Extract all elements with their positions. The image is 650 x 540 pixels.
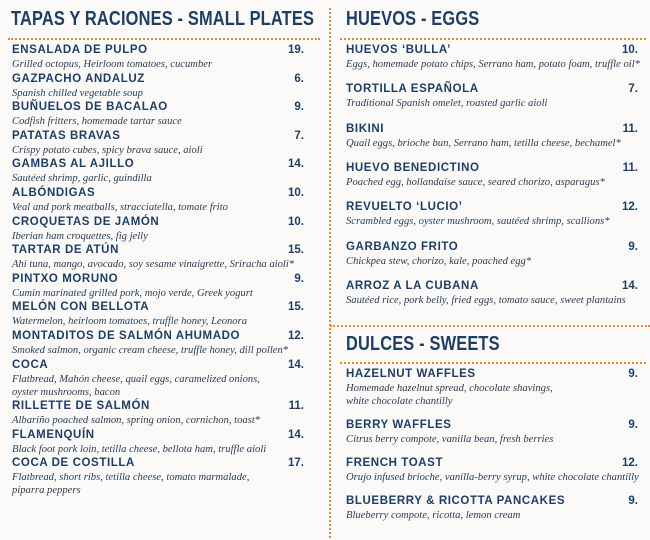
item-description: [346, 294, 626, 307]
item-description: [12, 373, 260, 399]
item-description: [12, 344, 288, 357]
item-price: 10.: [288, 215, 304, 228]
item-description: [12, 172, 152, 185]
item-name: GAZPACHO ANDALUZ: [12, 72, 145, 85]
description-line: Albariño poached salmon, spring onion, cornichon, toast*: [12, 415, 261, 427]
item-name: COCA DE COSTILLA: [12, 457, 135, 470]
item-price: 9.: [294, 272, 304, 285]
item-name: FLAMENQUÍN: [12, 428, 95, 441]
item-description: [346, 58, 640, 71]
description-line: Quail eggs, brioche bun, Serrano ham, tetilla cheese, bechamel*: [346, 137, 621, 149]
item-name: ARROZ A LA CUBANA: [346, 279, 479, 292]
section-divider-top: [330, 325, 650, 327]
description-line: Black foot pork loin, tetilla cheese, bellota ham, truffle aioli: [12, 443, 267, 455]
item-name: ALBÓNDIGAS: [12, 187, 96, 199]
huevos-title: HUEVOS - EGGS: [346, 8, 480, 30]
item-name: MONTADITOS DE SALMÓN AHUMADO: [12, 330, 241, 342]
item-price: 17.: [288, 457, 304, 470]
item-price: 11.: [288, 400, 304, 413]
description-line: Veal and pork meatballs, stracciatella, tomate frito: [12, 202, 228, 213]
item-description: [12, 471, 249, 497]
item-description: [12, 287, 253, 300]
item-name: FRENCH TOAST: [346, 457, 444, 469]
item-name: COCA: [12, 358, 49, 371]
item-name: PINTXO MORUNO: [12, 272, 119, 285]
description-line: Flatbread, Mahón cheese, quail eggs, caramelized onions,: [12, 373, 260, 385]
item-description: [12, 230, 148, 243]
description-line: Grilled octopus, Heirloom tomatoes, cucumber: [12, 59, 213, 70]
item-name: HUEVOS ‘BULLA’: [346, 44, 451, 56]
item-name: CROQUETAS DE JAMÓN: [12, 215, 160, 228]
item-description: [346, 255, 531, 268]
item-price: 10.: [288, 187, 304, 199]
item-description: [12, 144, 203, 157]
item-price: 9.: [628, 240, 638, 253]
item-description: [12, 414, 260, 427]
huevos-divider: [340, 38, 646, 40]
item-price: 14.: [288, 158, 304, 171]
item-description: [12, 87, 143, 100]
item-description: [346, 433, 553, 446]
item-description: [346, 509, 520, 522]
description-line: white chocolate chantilly: [346, 396, 453, 407]
item-name: GAMBAS AL AJILLO: [12, 158, 135, 171]
item-name: TORTILLA ESPAÑOLA: [346, 83, 479, 96]
item-description: [12, 315, 247, 328]
description-line: oyster mushrooms, bacon: [12, 386, 121, 398]
item-description: [12, 201, 228, 214]
item-name: ENSALADA DE PULPO: [12, 44, 148, 56]
item-price: 12.: [622, 457, 638, 469]
description-line: Scrambled eggs, oyster mushroom, sautéed shrimp, scallions*: [346, 216, 610, 228]
item-name: RILLETTE DE SALMÓN: [12, 400, 150, 413]
description-line: Poached egg, hollandaise sauce, seared chorizo, asparagus*: [346, 176, 605, 188]
description-line: Homemade hazelnut spread, chocolate shavings,: [346, 383, 553, 394]
item-name: HAZELNUT WAFFLES: [346, 368, 476, 380]
item-price: 11.: [622, 122, 638, 135]
item-description: [346, 97, 547, 110]
item-price: 7.: [628, 83, 638, 96]
item-name: MELÓN CON BELLOTA: [12, 301, 150, 314]
item-name: GARBANZO FRITO: [346, 240, 459, 253]
description-line: Orujo infused brioche, vanilla-berry syrup, white chocolate chantilly: [346, 472, 639, 483]
description-line: Spanish chilled vegetable soup: [12, 87, 143, 99]
dulces-title: DULCES - SWEETS: [346, 333, 500, 355]
description-line: Chickpea stew, chorizo, kale, poached egg*: [346, 255, 532, 267]
item-price: 10.: [622, 44, 638, 56]
tapas-title: TAPAS Y RACIONES - SMALL PLATES: [11, 8, 315, 30]
description-line: Traditional Spanish omelet, roasted garlic aioli: [346, 98, 548, 110]
item-description: [12, 115, 182, 128]
item-name: REVUELTO ‘LUCIO’: [346, 201, 463, 214]
description-line: Ahi tuna, mango, avocado, soy sesame vinaigrette, Sriracha aioli*: [12, 259, 295, 271]
item-price: 9.: [628, 495, 638, 507]
item-description: [346, 215, 610, 228]
description-line: Crispy potato cubes, spicy brava sauce, aioli: [12, 144, 203, 156]
item-description: [346, 176, 605, 189]
item-description: [12, 258, 294, 271]
description-line: Blueberry compote, ricotta, lemon cream: [346, 510, 521, 521]
item-description: [12, 443, 266, 456]
item-price: 11.: [622, 161, 638, 174]
description-line: Eggs, homemade potato chips, Serrano ham, potato foam, truffle oil*: [346, 59, 640, 70]
item-name: BUÑUELOS DE BACALAO: [12, 101, 168, 114]
description-line: piparra peppers: [12, 485, 81, 497]
item-price: 15.: [288, 244, 304, 257]
description-line: Smoked salmon, organic cream cheese, truffle honey, dill pollen*: [12, 345, 289, 356]
item-name: BERRY WAFFLES: [346, 419, 452, 431]
item-price: 19.: [288, 44, 304, 56]
item-description: [346, 137, 621, 150]
description-line: Cumin marinated grilled pork, mojo verde, Greek yogurt: [12, 287, 253, 299]
description-line: Sautéed shrimp, garlic, guindilla: [12, 173, 152, 185]
item-name: HUEVO BENEDICTINO: [346, 161, 480, 174]
description-line: Citrus berry compote, vanilla bean, fresh berries: [346, 434, 554, 445]
item-name: PATATAS BRAVAS: [12, 129, 121, 142]
item-price: 14.: [288, 358, 304, 371]
item-name: BIKINI: [346, 122, 385, 135]
item-price: 9.: [628, 368, 638, 380]
description-line: Watermelon, heirloom tomatoes, truffle honey, Leonora: [12, 316, 248, 328]
item-price: 6.: [294, 72, 304, 85]
description-line: Codfish fritters, homemade tartar sauce: [12, 116, 182, 128]
description-line: Iberian ham croquettes, fig jelly: [12, 230, 148, 242]
item-price: 12.: [288, 330, 304, 342]
item-price: 9.: [628, 419, 638, 431]
column-divider: [329, 8, 331, 538]
dulces-divider: [340, 362, 646, 364]
item-price: 14.: [288, 428, 304, 441]
item-price: 7.: [294, 129, 304, 142]
item-description: [346, 471, 639, 484]
item-description: [12, 58, 212, 71]
item-price: 12.: [622, 201, 638, 214]
description-line: Sautéed rice, pork belly, fried eggs, tomato sauce, sweet plantains: [346, 294, 626, 306]
tapas-divider: [8, 38, 320, 40]
description-line: Flatbread, short ribs, tetilla cheese, tomato marmalade,: [12, 472, 250, 484]
item-price: 9.: [294, 101, 304, 114]
item-description: [346, 382, 553, 408]
item-price: 14.: [622, 279, 638, 292]
item-name: BLUEBERRY & RICOTTA PANCAKES: [346, 495, 566, 507]
item-price: 15.: [288, 301, 304, 314]
item-name: TARTAR DE ATÚN: [12, 244, 119, 257]
